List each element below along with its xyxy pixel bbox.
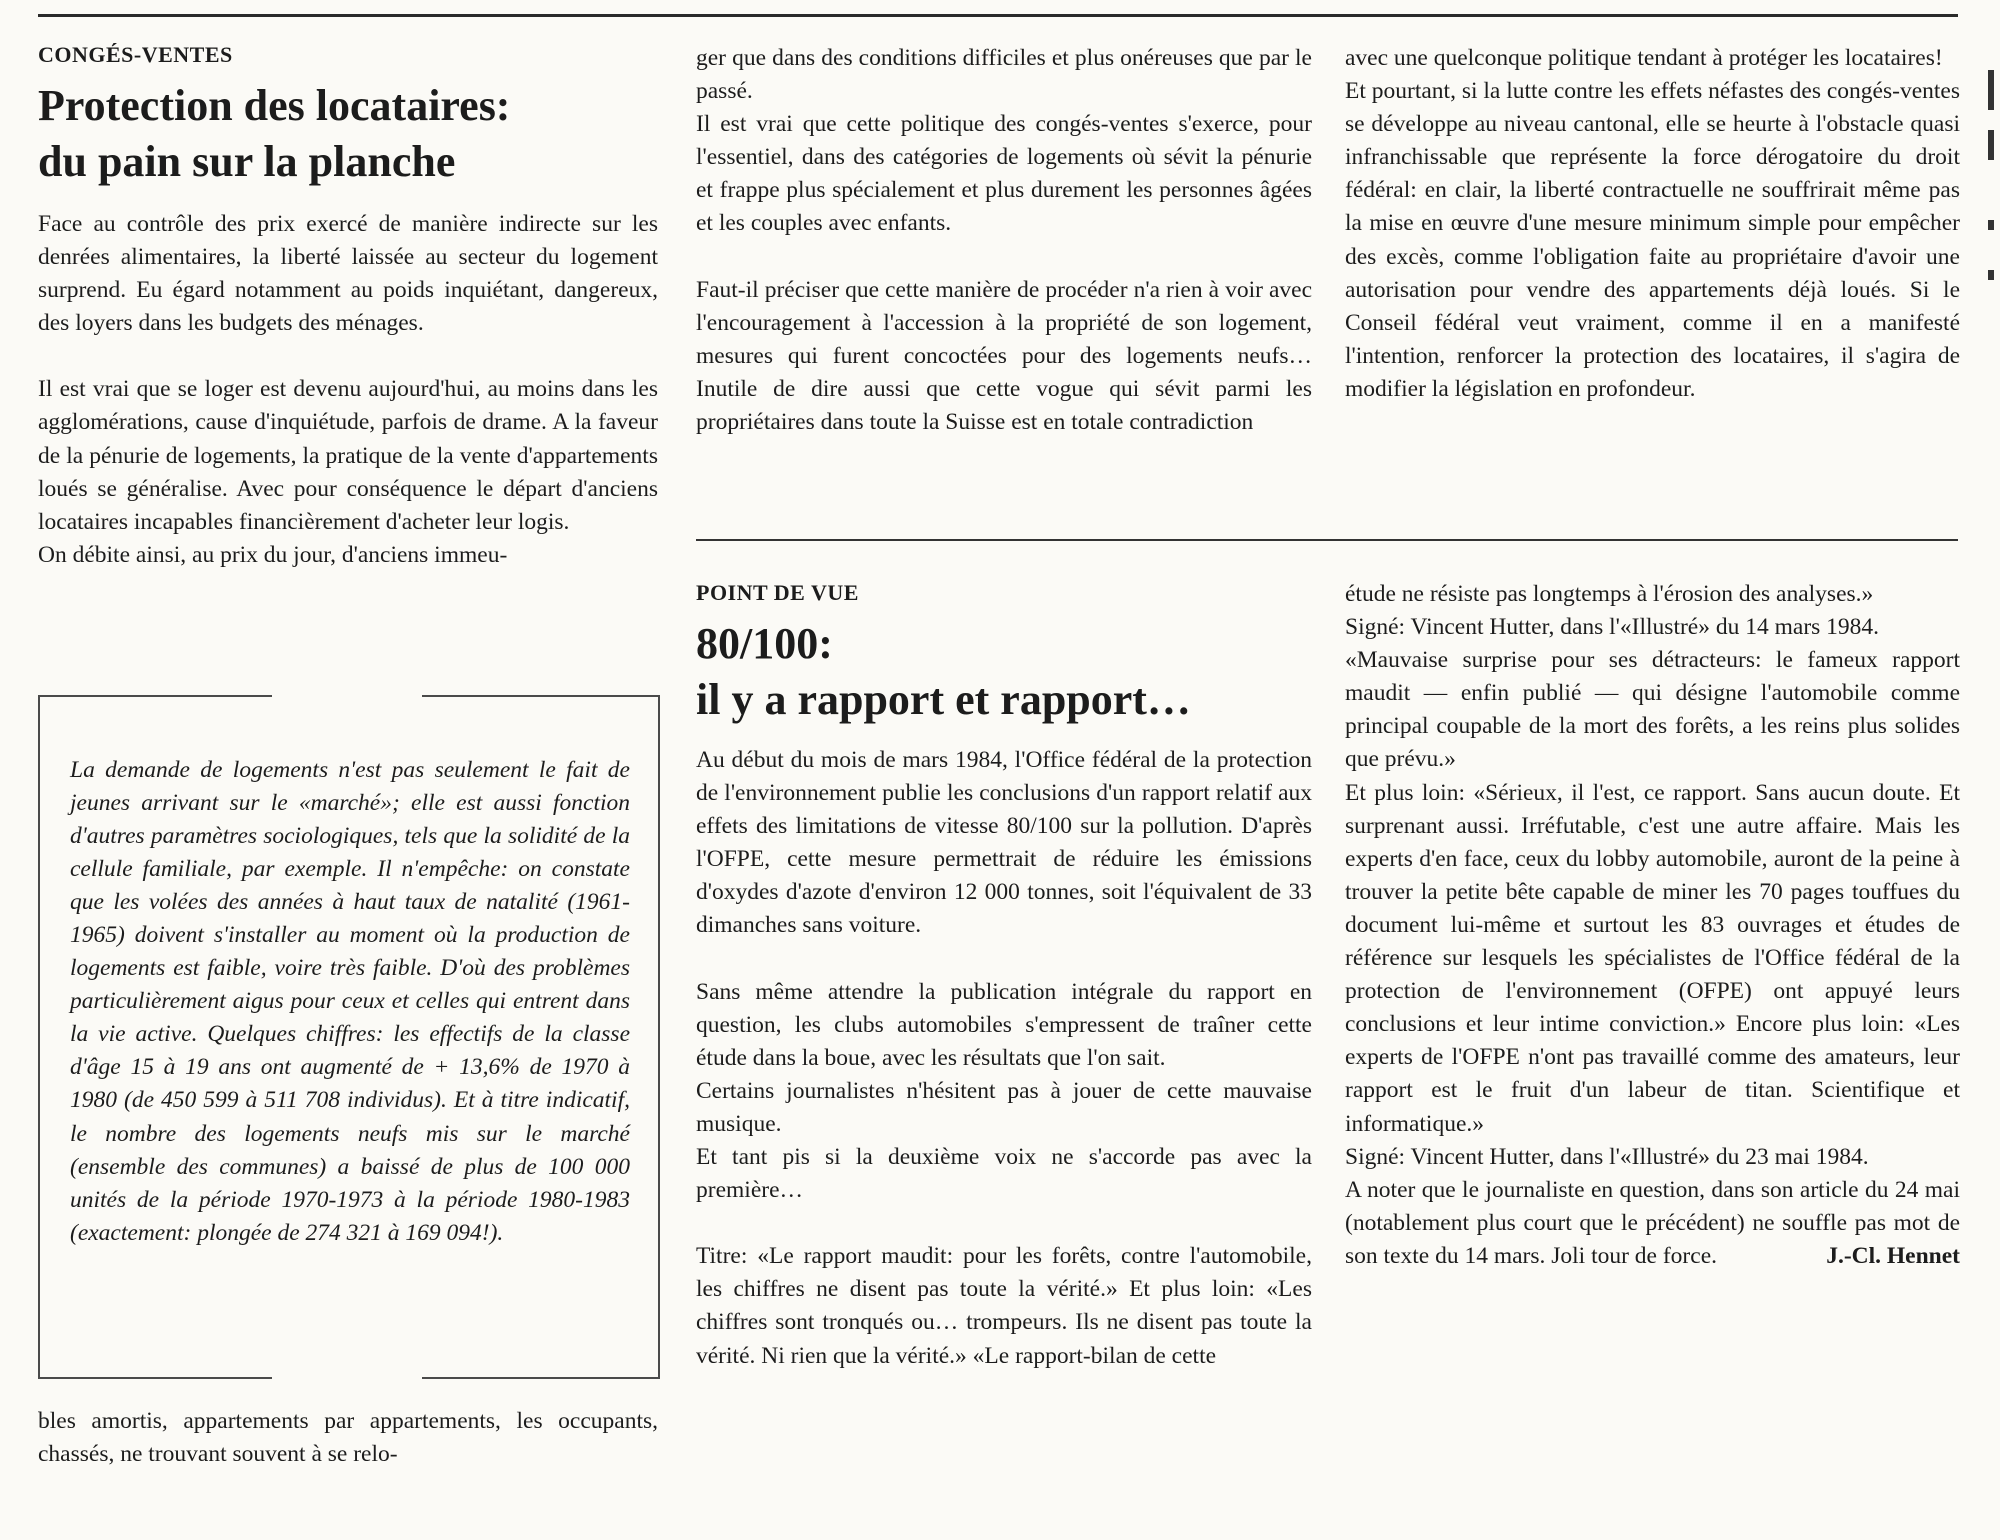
article2-final-paragraph [1345,1174,1960,1273]
article1-paragraph: Il est vrai que cette politique des congés-ventes s'exerce, pour l'essentiel, dans des catégories de logements où sévit la pénurie et frappe plus spécialement et plus durement les personnes âgées et les couples avec enfants. [696,111,1312,237]
article2-paragraph: Signé: Vincent Hutter, dans l'«Illustré» du 23 mai 1984. [1345,1143,1869,1170]
article2-paragraph: Certains journalistes n'hésitent pas à jouer de cette mauvaise musique. [696,1077,1312,1137]
article1-paragraph: avec une quelconque politique tendant à protéger les locataires! [1345,45,1943,71]
article1-headline-line2: du pain sur la planche [38,137,456,186]
article1-paragraph: On débite ainsi, au prix du jour, d'anciens immeu- [38,541,508,568]
article2-paragraph: étude ne résiste pas longtemps à l'érosion des analyses.» [1345,581,1874,607]
article1-column2 [696,42,1312,439]
article2-kicker: POINT DE VUE [696,580,859,605]
article1-paragraph: Faut-il préciser que cette manière de procéder n'a rien à voir avec l'encouragement à l'accession à la propriété de son logement, mesures qui furent concoctées pour des logements neufs… Inutile de dire aussi que cette vogue qui sévit parmi les propriétaires dans toute la Suisse est en totale contradiction [696,276,1312,435]
article2-column2 [696,578,1312,1373]
sidebar-box [38,695,660,1379]
article1-column3 [1345,42,1960,406]
box-border-gap [272,694,422,698]
article1-column1 [38,40,658,572]
article2-paragraph: Et tant pis si la deuxième voix ne s'accorde pas avec la première… [696,1144,1312,1204]
box-border-gap [272,1376,422,1380]
article2-paragraph-text: A noter que le journaliste en question, dans son article du 24 mai (notablement plus court que le précédent) ne souffle pas mot de son texte du 14 mars. Joli tour de force. [1345,1176,1960,1269]
article2-paragraph: Et plus loin: «Sérieux, il l'est, ce rapport. Sans aucun doute. Et surprenant aussi. Irréfutable, c'est une autre affaire. Mais les experts d'en face, ceux du lobby automobile, auront de la peine à trouver la petite bête capable de miner les 70 pages touffues du document lui-même et surtout les 83 ouvrages et études de référence sur lesquels les spécialistes de l'Office fédéral de la protection de l'environnement (OFPE) ont appuyé leurs conclusions et leur intime conviction.» Encore plus loin: «Les experts de l'OFPE n'ont pas travaillé comme des amateurs, leur rapport est le fruit d'un labeur de titan. Scientifique et informatique.» [1345,779,1960,1137]
article1-paragraph: ger que dans des conditions difficiles et plus onéreuses que par le passé. [696,45,1312,105]
article1-headline-line1: Protection des locataires: [38,81,511,130]
article1-paragraph: Il est vrai que se loger est devenu aujourd'hui, au moins dans les agglomérations, cause d'inquiétude, parfois de drame. A la faveur de la pénurie de logements, la pratique de la vente d'appartements loués se généralise. Avec pour conséquence le départ d'anciens locataires incapables financièrement d'acheter leur logis. [38,376,658,535]
article2-paragraph: «Mauvaise surprise pour ses détracteurs: le fameux rapport maudit — enfin publié — qui désigne l'automobile comme principal coupable de la mort des forêts, a les reins plus solides que prévu.» [1345,647,1960,773]
article1-paragraph: bles amortis, appartements par appartements, les occupants, chassés, ne trouvant souvent à se relo- [38,1408,658,1468]
article2-paragraph: Titre: «Le rapport maudit: pour les forêts, contre l'automobile, les chiffres ne disent pas toute la vérité.» Et plus loin: «Les chiffres sont tronqués ou… trompeurs. Ils ne disent pas toute la vérité. Ni rien que la vérité.» «Le rapport-bilan de cette [696,1243,1312,1369]
article1-column1-continued [38,1405,658,1471]
article2-paragraph: Sans même attendre la publication intégrale du rapport en question, les clubs automobiles s'empressent de traîner cette étude dans la boue, avec les résultats que l'on sait. [696,978,1312,1071]
article2-paragraph: Signé: Vincent Hutter, dans l'«Illustré» du 14 mars 1984. [1345,614,1880,641]
article2-paragraph: Au début du mois de mars 1984, l'Office fédéral de la protection de l'environnement publie les conclusions d'un rapport relatif aux effets des limitations de vitesse 80/100 sur la pollution. D'après l'OFPE, cette mesure permettrait de réduire les émissions d'oxydes d'azote d'environ 12 000 tonnes, soit l'équivalent de 33 dimanches sans voiture. [696,747,1312,939]
article2-column3 [1345,578,1960,1273]
section-divider-rule [696,539,1958,541]
article1-kicker: CONGÉS-VENTES [38,42,233,67]
page-edge-marks [1980,40,2000,1240]
article1-paragraph: Et pourtant, si la lutte contre les effets néfastes des congés-ventes se développe au niveau cantonal, elle se heurte à l'obstacle quasi infranchissable que représente la force dérogatoire du droit fédéral: en clair, la liberté contractuelle ne souffrirait même pas la mise en œuvre d'une mesure minimum simple pour empêcher des excès, comme l'obligation faite au propriétaire d'avoir une autorisation pour vendre des appartements déjà loués. Si le Conseil fédéral veut vraiment, comme il en a manifesté l'intention, renforcer la protection des locataires, il s'agira de modifier la législation en profondeur. [1345,78,1960,402]
author-signature: J.-Cl. Hennet [1826,1242,1960,1269]
article2-headline-line2: il y a rapport et rapport… [696,675,1191,724]
sidebar-text: La demande de logements n'est pas seulement le fait de jeunes arrivant sur le «marché»; elle est aussi fonction d'autres paramètres sociologiques, tels que la solidité de la cellule familiale, par exemple. Il n'empêche: on constate que les volées des années à haut taux de natalité (1961-1965) doivent s'installer au moment où la production de logements est faible, voire très faible. D'où des problèmes particulièrement aigus pour ceux et celles qui entrent dans la vie active. Quelques chiffres: les effectifs de la classe d'âge 15 à 19 ans ont augmenté de + 13,6% de 1970 à 1980 (de 450 599 à 511 708 individus). Et à titre indicatif, le nombre des logements neufs mis sur le marché (ensemble des communes) a baissé de plus de 100 000 unités de la période 1970-1973 à la période 1980-1983 (exactement: plongée de 274 321 à 169 094!). [70,756,630,1246]
top-rule [38,14,1958,17]
article1-paragraph: Face au contrôle des prix exercé de manière indirecte sur les denrées alimentaires, la liberté laissée au secteur du logement surprend. Eu égard notamment au poids inquiétant, dangereux, des loyers dans les budgets des ménages. [38,211,658,337]
article2-headline-line1: 80/100: [696,619,833,668]
